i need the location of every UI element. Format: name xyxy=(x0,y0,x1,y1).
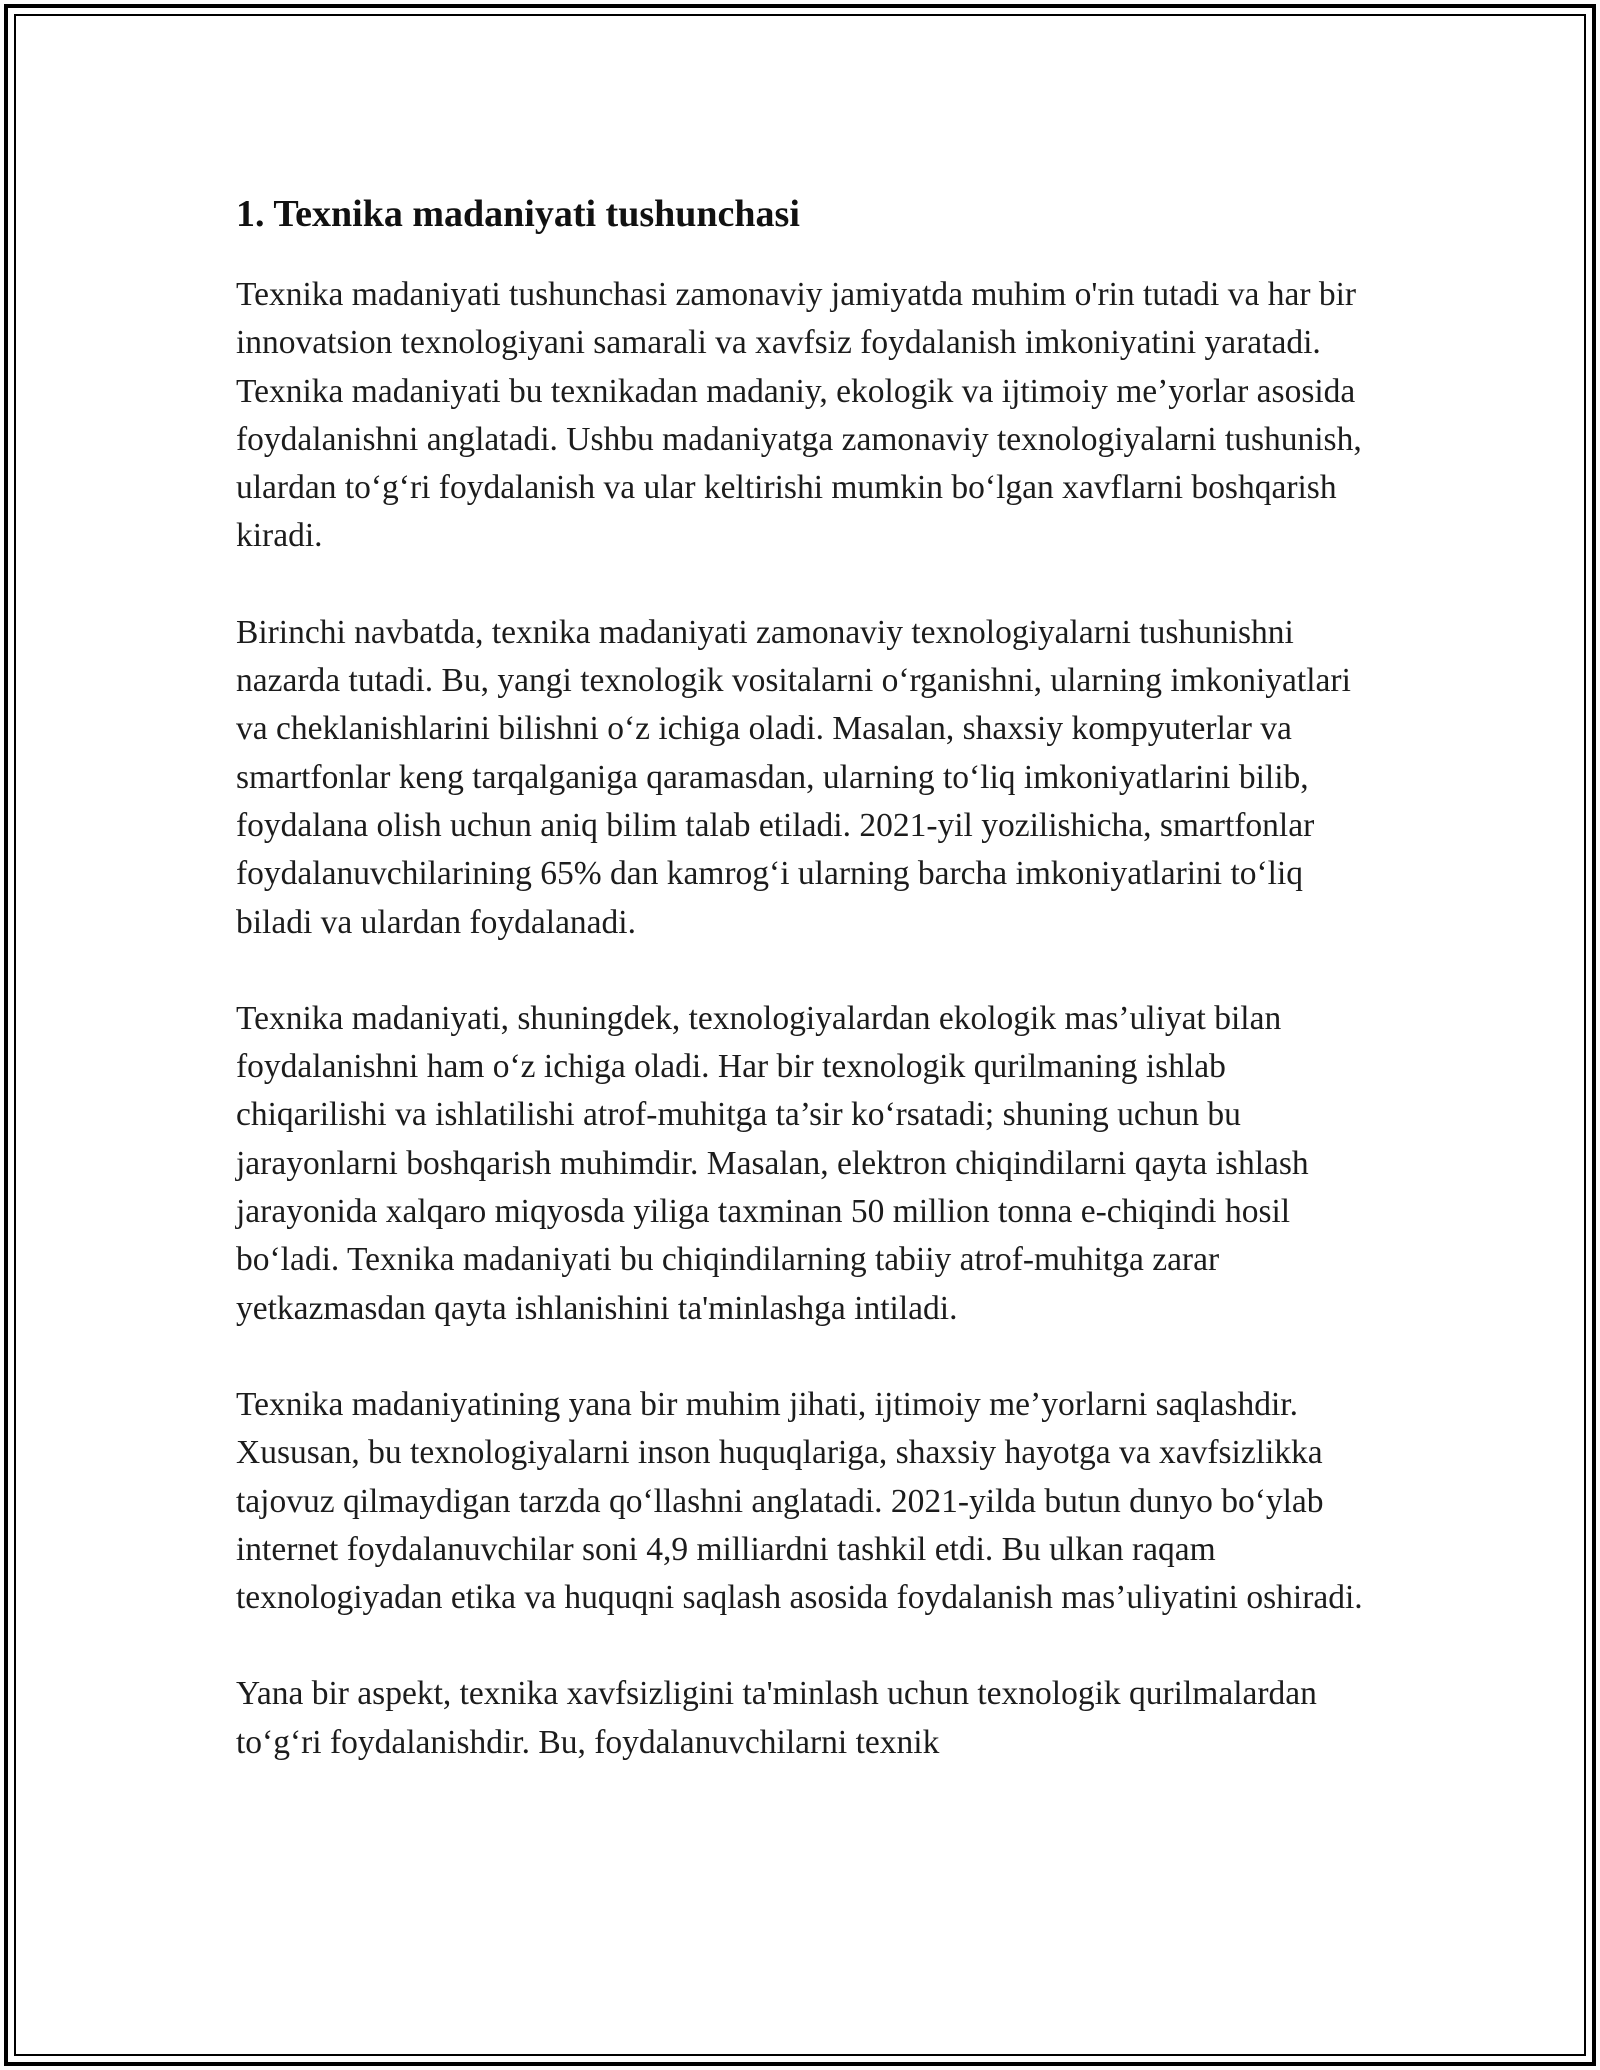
paragraph-5: Yana bir aspekt, texnika xavfsizligini ta'minlash uchun texnologik qurilmalardan to‘g‘ri foydalanishdir. Bu, foydalanuvchilarni texnik xyxy=(236,1675,1317,1761)
paragraph-2: Birinchi navbatda, texnika madaniyati zamonaviy texnologiyalarni tushunishni nazarda tutadi. Bu, yangi texnologik vositalarni o‘rganishni, ularning imkoniyatlari va cheklanishlarini bilishni o‘z ichiga oladi. Masalan, shaxsiy kompyuterlar va smartfonlar keng tarqalganiga qaramasdan, ularning to‘liq imkoniyatlarini bilib, foydalana olish uchun aniq bilim talab etiladi. 2021-yil yozilishicha, smartfonlar foydalanuvchilarining 65% dan kamrog‘i ularning barcha imkoniyatlarini to‘liq biladi va ulardan foydalanadi. xyxy=(236,613,1351,941)
section-heading: 1. Texnika madaniyati tushunchasi xyxy=(236,193,800,235)
paragraph-1: Texnika madaniyati tushunchasi zamonaviy jamiyatda muhim o'rin tutadi va har bir innovatsion texnologiyani samarali va xavfsiz foydalanish imkoniyatini yaratadi. Texnika madaniyati bu texnikadan madaniy, ekologik va ijtimoiy me’yorlar asosida foydalanishni anglatadi. Ushbu madaniyatga zamonaviy texnologiyalarni tushunish, ulardan to‘g‘ri foydalanish va ular keltirishi mumkin bo‘lgan xavflarni boshqarish kiradi. xyxy=(236,276,1362,555)
document-body xyxy=(236,186,1376,1815)
paragraph-3: Texnika madaniyati, shuningdek, texnologiyalardan ekologik mas’uliyat bilan foydalanishni ham o‘z ichiga oladi. Har bir texnologik qurilmaning ishlab chiqarilishi va ishlatilishi atrof-muhitga ta’sir ko‘rsatadi; shuning uchun bu jarayonlarni boshqarish muhimdir. Masalan, elektron chiqindilarni qayta ishlash jarayonida xalqaro miqyosda yiliga taxminan 50 million tonna e-chiqindi hosil bo‘ladi. Texnika madaniyati bu chiqindilarning tabiiy atrof-muhitga zarar yetkazmasdan qayta ishlanishini ta'minlashga intiladi. xyxy=(236,999,1309,1327)
paragraph-4: Texnika madaniyatining yana bir muhim jihati, ijtimoiy me’yorlarni saqlashdir. Xususan, bu texnologiyalarni inson huquqlariga, shaxsiy hayotga va xavfsizlikka tajovuz qilmaydigan tarzda qo‘llashni anglatadi. 2021-yilda butun dunyo bo‘ylab internet foydalanuvchilar soni 4,9 milliardni tashkil etdi. Bu ulkan raqam texnologiyadan etika va huquqni saqlash asosida foydalanish mas’uliyatini oshiradi. xyxy=(236,1385,1363,1617)
